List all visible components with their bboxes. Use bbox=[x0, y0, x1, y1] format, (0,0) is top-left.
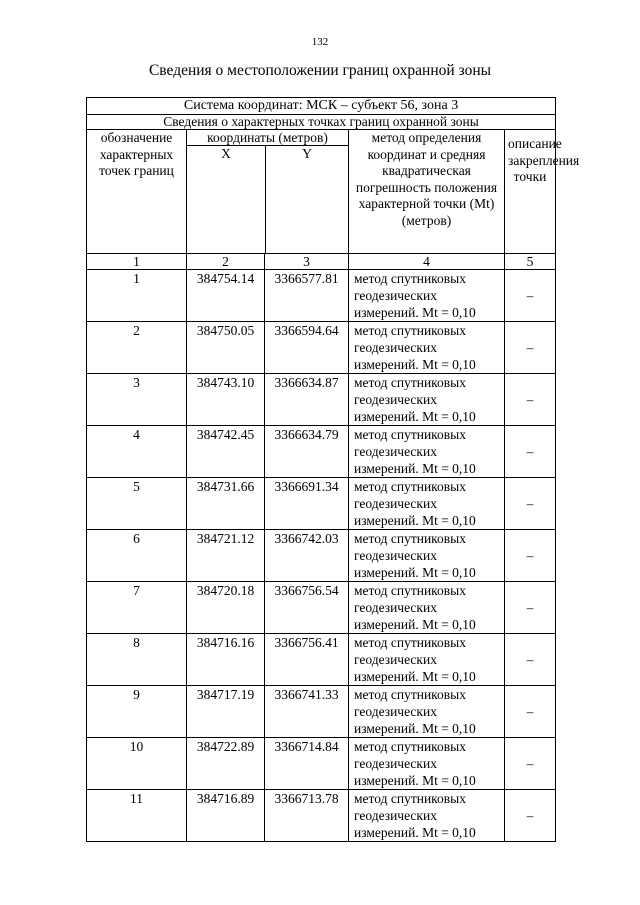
x-coordinate-cell: 384716.16 bbox=[187, 634, 265, 686]
table-row bbox=[87, 582, 556, 634]
header-x: X bbox=[221, 146, 231, 161]
y-coordinate-cell: 3366756.54 bbox=[265, 582, 349, 634]
description-cell: – bbox=[505, 426, 556, 478]
description-cell: – bbox=[505, 790, 556, 842]
x-coordinate-cell: 384717.19 bbox=[187, 686, 265, 738]
y-coordinate-cell: 3366741.33 bbox=[265, 686, 349, 738]
point-number-cell: 4 bbox=[87, 426, 187, 478]
x-coordinate-cell: 384716.89 bbox=[187, 790, 265, 842]
method-cell: метод спутниковых геодезических измерений. Mt = 0,10 bbox=[349, 478, 505, 530]
y-coordinate-cell: 3366713.78 bbox=[265, 790, 349, 842]
method-cell: метод спутниковых геодезических измерений. Mt = 0,10 bbox=[349, 374, 505, 426]
method-cell: метод спутниковых геодезических измерений. Mt = 0,10 bbox=[349, 634, 505, 686]
section-title: Сведения о характерных точках границ охранной зоны bbox=[87, 115, 556, 130]
y-coordinate-cell: 3366714.84 bbox=[265, 738, 349, 790]
y-coordinate-cell: 3366691.34 bbox=[265, 478, 349, 530]
point-number-cell: 5 bbox=[87, 478, 187, 530]
document-title: Сведения о местоположении границ охранной зоны bbox=[148, 62, 492, 79]
x-coordinate-cell: 384750.05 bbox=[187, 322, 265, 374]
section-title-row bbox=[87, 115, 556, 130]
method-cell: метод спутниковых геодезических измерений. Mt = 0,10 bbox=[349, 738, 505, 790]
coordinate-system-row bbox=[87, 98, 556, 115]
column-number: 5 bbox=[505, 254, 556, 270]
y-coordinate-cell: 3366594.64 bbox=[265, 322, 349, 374]
description-cell: – bbox=[505, 270, 556, 322]
method-cell: метод спутниковых геодезических измерений. Mt = 0,10 bbox=[349, 426, 505, 478]
method-cell: метод спутниковых геодезических измерений. Mt = 0,10 bbox=[349, 790, 505, 842]
y-coordinate-cell: 3366634.79 bbox=[265, 426, 349, 478]
table-row bbox=[87, 738, 556, 790]
x-coordinate-cell: 384754.14 bbox=[187, 270, 265, 322]
table-row bbox=[87, 322, 556, 374]
description-cell: – bbox=[505, 374, 556, 426]
y-coordinate-cell: 3366756.41 bbox=[265, 634, 349, 686]
y-coordinate-cell: 3366577.81 bbox=[265, 270, 349, 322]
description-cell: – bbox=[505, 634, 556, 686]
table-row bbox=[87, 374, 556, 426]
method-cell: метод спутниковых геодезических измерений. Mt = 0,10 bbox=[349, 686, 505, 738]
method-cell: метод спутниковых геодезических измерений. Mt = 0,10 bbox=[349, 582, 505, 634]
x-coordinate-cell: 384721.12 bbox=[187, 530, 265, 582]
header-y: Y bbox=[265, 146, 348, 253]
point-number-cell: 2 bbox=[87, 322, 187, 374]
description-cell: – bbox=[505, 686, 556, 738]
boundary-points-table bbox=[86, 97, 580, 842]
header-row bbox=[87, 130, 556, 254]
method-cell: метод спутниковых геодезических измерений. Mt = 0,10 bbox=[349, 270, 505, 322]
column-number: 4 bbox=[349, 254, 505, 270]
y-coordinate-cell: 3366634.87 bbox=[265, 374, 349, 426]
table-row bbox=[87, 790, 556, 842]
header-point-designation: обозначение характерных точек границ bbox=[87, 130, 187, 254]
description-cell: – bbox=[505, 322, 556, 374]
table-row bbox=[87, 530, 556, 582]
column-numbers-row bbox=[87, 254, 556, 270]
column-number: 2 bbox=[187, 254, 265, 270]
table-row bbox=[87, 270, 556, 322]
point-number-cell: 10 bbox=[87, 738, 187, 790]
x-coordinate-cell: 384743.10 bbox=[187, 374, 265, 426]
point-number-cell: 9 bbox=[87, 686, 187, 738]
coordinate-system-label: Система координат: МСК – субъект 56, зона 3 bbox=[87, 98, 556, 115]
x-coordinate-cell: 384742.45 bbox=[187, 426, 265, 478]
header-xy bbox=[187, 146, 348, 253]
header-coordinates-label: координаты (метров) bbox=[187, 130, 348, 146]
description-cell: – bbox=[505, 738, 556, 790]
column-number: 3 bbox=[265, 254, 349, 270]
y-coordinate-cell: 3366742.03 bbox=[265, 530, 349, 582]
description-cell: – bbox=[505, 582, 556, 634]
table-row bbox=[87, 634, 556, 686]
point-number-cell: 3 bbox=[87, 374, 187, 426]
column-number: 1 bbox=[87, 254, 187, 270]
description-cell: – bbox=[505, 478, 556, 530]
page-number: 132 bbox=[311, 36, 329, 48]
point-number-cell: 1 bbox=[87, 270, 187, 322]
table-row bbox=[87, 426, 556, 478]
table-row bbox=[87, 686, 556, 738]
x-coordinate-cell: 384720.18 bbox=[187, 582, 265, 634]
method-cell: метод спутниковых геодезических измерений. Mt = 0,10 bbox=[349, 322, 505, 374]
header-description: описание закрепления точки bbox=[505, 130, 556, 254]
table-row bbox=[87, 478, 556, 530]
header-method: метод определения координат и средняя квадратическая погрешность положения характерной точки (Mt) (метров) bbox=[349, 130, 505, 254]
point-number-cell: 7 bbox=[87, 582, 187, 634]
point-number-cell: 11 bbox=[87, 790, 187, 842]
point-number-cell: 6 bbox=[87, 530, 187, 582]
header-coordinates bbox=[187, 130, 349, 254]
point-number-cell: 8 bbox=[87, 634, 187, 686]
method-cell: метод спутниковых геодезических измерений. Mt = 0,10 bbox=[349, 530, 505, 582]
description-cell: – bbox=[505, 530, 556, 582]
x-coordinate-cell: 384731.66 bbox=[187, 478, 265, 530]
x-coordinate-cell: 384722.89 bbox=[187, 738, 265, 790]
